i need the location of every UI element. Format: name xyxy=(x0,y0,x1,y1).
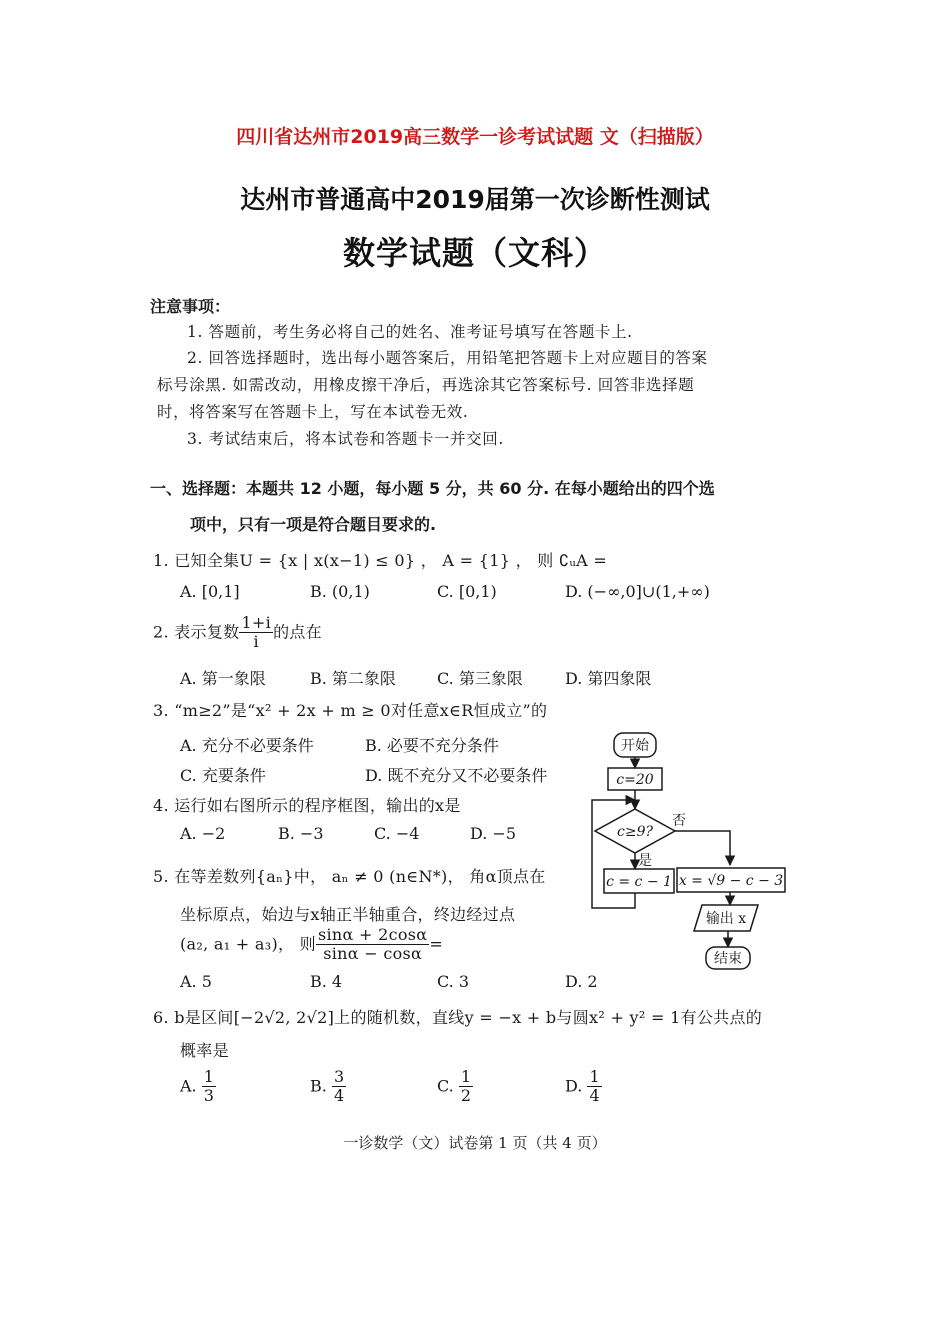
question-2-option-b: B. 第二象限 xyxy=(310,669,396,688)
question-6-option-a-label: A. xyxy=(180,1076,197,1096)
question-6-option-c-numerator: 1 xyxy=(460,1067,472,1086)
question-4-option-d: D. −5 xyxy=(470,824,517,843)
flowchart-assign-label: x = √9 − c − 3 xyxy=(678,873,784,889)
question-4-stem: 4. 运行如右图所示的程序框图，输出的x是 xyxy=(153,796,461,815)
question-6-option-b-label: B. xyxy=(310,1076,327,1096)
question-6-option-a xyxy=(180,1068,216,1106)
flowchart-no-label: 否 xyxy=(672,813,686,829)
exam-title: 达州市普通高中2019届第一次诊断性测试 xyxy=(240,185,710,214)
question-6-option-a-numerator: 1 xyxy=(203,1067,214,1086)
question-6-option-d-denominator: 4 xyxy=(589,1086,600,1106)
document-source-title: 四川省达州市2019高三数学一诊考试试题 文（扫描版） xyxy=(236,126,714,148)
question-1-option-d: D. (−∞,0]∪(1,+∞) xyxy=(565,582,710,601)
flowchart-end-label: 结束 xyxy=(714,951,742,967)
program-flowchart xyxy=(580,725,800,975)
question-1-option-b: B. (0,1) xyxy=(310,582,370,601)
question-6-option-b-denominator: 4 xyxy=(333,1086,345,1106)
question-5-line-2: 坐标原点，始边与x轴正半轴重合，终边经过点 xyxy=(180,905,516,924)
question-1-stem: 1. 已知全集U = {x | x(x−1) ≤ 0} ， A = {1} ， 则 ∁ᵤA = xyxy=(153,551,608,570)
question-3-option-a: A. 充分不必要条件 xyxy=(180,736,314,755)
question-4-option-b: B. −3 xyxy=(278,824,324,843)
question-6-line-2: 概率是 xyxy=(180,1041,229,1060)
note-line-1: 1. 答题前，考生务必将自己的姓名、准考证号填写在答题卡上. xyxy=(187,323,633,341)
question-6-option-d xyxy=(565,1068,602,1106)
question-2-stem xyxy=(153,614,322,652)
notes-heading: 注意事项： xyxy=(150,297,231,316)
question-5-option-a: A. 5 xyxy=(180,972,212,991)
question-5-fraction xyxy=(316,926,429,964)
question-3-option-c: C. 充要条件 xyxy=(180,766,266,785)
question-6-option-b xyxy=(310,1068,346,1106)
question-6-option-c xyxy=(437,1068,473,1106)
note-line-3: 3. 考试结束后，将本试卷和答题卡一并交回. xyxy=(187,430,504,448)
question-6-option-b-numerator: 3 xyxy=(333,1067,345,1086)
flowchart-init-label: c=20 xyxy=(616,772,654,788)
question-5-equals: = xyxy=(429,934,444,954)
question-4-option-c: C. −4 xyxy=(374,824,420,843)
question-3-stem: 3. “m≥2”是“x² + 2x + m ≥ 0对任意x∈R恒成立”的 xyxy=(153,701,548,720)
flowchart-yes-label: 是 xyxy=(638,853,652,869)
question-2-fraction xyxy=(239,614,273,652)
question-5-line-1: 5. 在等差数列{aₙ}中， aₙ ≠ 0 (n∈N*)， 角α顶点在 xyxy=(153,867,546,886)
flowchart-start-label: 开始 xyxy=(621,738,649,754)
section-heading-line-1: 一、选择题：本题共 12 小题，每小题 5 分，共 60 分. 在每小题给出的四个选 xyxy=(150,479,715,498)
question-3-option-b: B. 必要不充分条件 xyxy=(365,736,499,755)
question-2-prefix: 2. 表示复数 xyxy=(153,622,240,642)
flowchart-decision-label: c≥9? xyxy=(617,824,653,840)
flowchart-output-label: 输出 x xyxy=(705,911,747,927)
question-6-line-1: 6. b是区间[−2√2, 2√2]上的随机数，直线y = −x + b与圆x² + y² = 1有公共点的 xyxy=(153,1008,763,1027)
question-2-option-c: C. 第三象限 xyxy=(437,669,523,688)
question-2-suffix: 的点在 xyxy=(273,622,322,642)
question-6-option-d-numerator: 1 xyxy=(589,1067,600,1086)
question-4-option-a: A. −2 xyxy=(180,824,226,843)
question-5-denominator: sinα − cosα xyxy=(323,944,423,964)
subject-title: 数学试题（文科） xyxy=(342,234,607,272)
question-5-point: (a₂, a₁ + a₃)， 则 xyxy=(180,934,316,954)
question-3-option-d: D. 既不充分又不必要条件 xyxy=(365,766,548,785)
question-5-option-b: B. 4 xyxy=(310,972,343,991)
note-line-2c: 时，将答案写在答题卡上，写在本试卷无效. xyxy=(157,403,469,421)
note-line-2a: 2. 回答选择题时，选出每小题答案后，用铅笔把答题卡上对应题目的答案 xyxy=(187,349,708,367)
question-1-option-c: C. [0,1) xyxy=(437,582,497,601)
question-2-denominator: i xyxy=(253,632,259,652)
section-heading-line-2: 项中，只有一项是符合题目要求的. xyxy=(190,515,437,534)
question-1-option-a: A. [0,1] xyxy=(180,582,240,601)
question-2-numerator: 1+i xyxy=(241,613,272,632)
question-5-option-c: C. 3 xyxy=(437,972,470,991)
question-5-option-d: D. 2 xyxy=(565,972,598,991)
question-6-option-c-denominator: 2 xyxy=(460,1086,472,1106)
flowchart-update-label: c = c − 1 xyxy=(606,874,672,890)
page-footer: 一诊数学（文）试卷第 1 页（共 4 页） xyxy=(343,1134,607,1152)
question-5-numerator: sinα + 2cosα xyxy=(317,925,428,944)
question-6-option-d-label: D. xyxy=(565,1076,583,1096)
question-2-option-a: A. 第一象限 xyxy=(180,669,266,688)
question-5-line-3 xyxy=(180,926,443,964)
question-6-option-a-denominator: 3 xyxy=(203,1086,214,1106)
note-line-2b: 标号涂黑. 如需改动，用橡皮擦干净后，再选涂其它答案标号. 回答非选择题 xyxy=(157,376,695,394)
question-6-option-c-label: C. xyxy=(437,1076,454,1096)
question-2-option-d: D. 第四象限 xyxy=(565,669,652,688)
